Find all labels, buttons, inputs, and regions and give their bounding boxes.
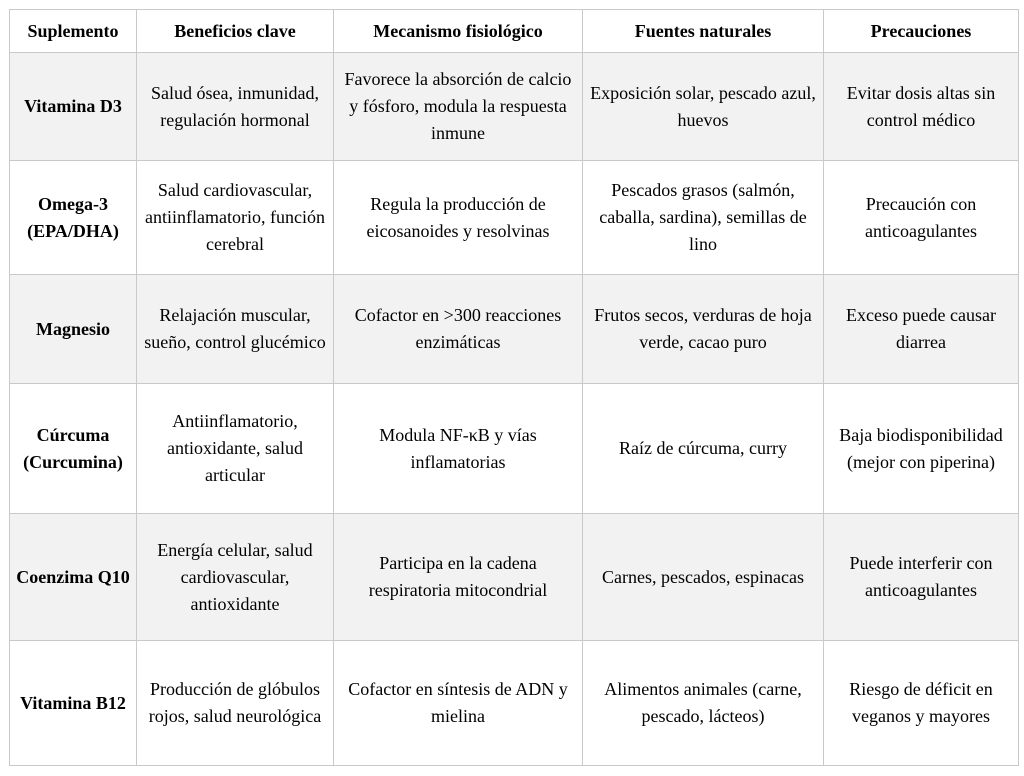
cell-suplemento: Vitamina D3	[10, 53, 137, 161]
cell-beneficios: Producción de glóbulos rojos, salud neurológica	[137, 641, 334, 766]
cell-precauciones: Riesgo de déficit en veganos y mayores	[824, 641, 1019, 766]
cell-mecanismo: Participa en la cadena respiratoria mitocondrial	[334, 514, 583, 641]
cell-precauciones: Baja biodisponibilidad (mejor con piperina)	[824, 384, 1019, 514]
cell-precauciones: Precaución con anticoagulantes	[824, 161, 1019, 275]
cell-mecanismo: Cofactor en >300 reacciones enzimáticas	[334, 275, 583, 384]
cell-beneficios: Salud cardiovascular, antiinflamatorio, función cerebral	[137, 161, 334, 275]
cell-mecanismo: Cofactor en síntesis de ADN y mielina	[334, 641, 583, 766]
cell-suplemento: Vitamina B12	[10, 641, 137, 766]
cell-fuentes: Exposición solar, pescado azul, huevos	[583, 53, 824, 161]
cell-mecanismo: Favorece la absorción de calcio y fósforo, modula la respuesta inmune	[334, 53, 583, 161]
cell-fuentes: Frutos secos, verduras de hoja verde, cacao puro	[583, 275, 824, 384]
header-precauciones: Precauciones	[824, 10, 1019, 53]
cell-precauciones: Puede interferir con anticoagulantes	[824, 514, 1019, 641]
cell-beneficios: Antiinflamatorio, antioxidante, salud articular	[137, 384, 334, 514]
cell-precauciones: Exceso puede causar diarrea	[824, 275, 1019, 384]
table-row	[10, 53, 1019, 161]
supplement-table	[9, 9, 1019, 766]
header-beneficios: Beneficios clave	[137, 10, 334, 53]
cell-suplemento: Magnesio	[10, 275, 137, 384]
cell-fuentes: Carnes, pescados, espinacas	[583, 514, 824, 641]
cell-fuentes: Raíz de cúrcuma, curry	[583, 384, 824, 514]
cell-suplemento: Cúrcuma (Curcumina)	[10, 384, 137, 514]
table-row	[10, 384, 1019, 514]
table-body	[10, 53, 1019, 766]
header-suplemento: Suplemento	[10, 10, 137, 53]
table-row	[10, 275, 1019, 384]
supplement-table-container	[9, 9, 1018, 766]
table-header	[10, 10, 1019, 53]
table-row	[10, 514, 1019, 641]
cell-fuentes: Alimentos animales (carne, pescado, lácteos)	[583, 641, 824, 766]
cell-mecanismo: Regula la producción de eicosanoides y resolvinas	[334, 161, 583, 275]
cell-beneficios: Energía celular, salud cardiovascular, antioxidante	[137, 514, 334, 641]
header-mecanismo: Mecanismo fisiológico	[334, 10, 583, 53]
cell-suplemento: Coenzima Q10	[10, 514, 137, 641]
table-row	[10, 161, 1019, 275]
cell-mecanismo: Modula NF-κB y vías inflamatorias	[334, 384, 583, 514]
cell-suplemento: Omega-3 (EPA/DHA)	[10, 161, 137, 275]
table-row	[10, 641, 1019, 766]
cell-beneficios: Salud ósea, inmunidad, regulación hormonal	[137, 53, 334, 161]
cell-fuentes: Pescados grasos (salmón, caballa, sardina), semillas de lino	[583, 161, 824, 275]
header-row	[10, 10, 1019, 53]
header-fuentes: Fuentes naturales	[583, 10, 824, 53]
cell-beneficios: Relajación muscular, sueño, control glucémico	[137, 275, 334, 384]
cell-precauciones: Evitar dosis altas sin control médico	[824, 53, 1019, 161]
